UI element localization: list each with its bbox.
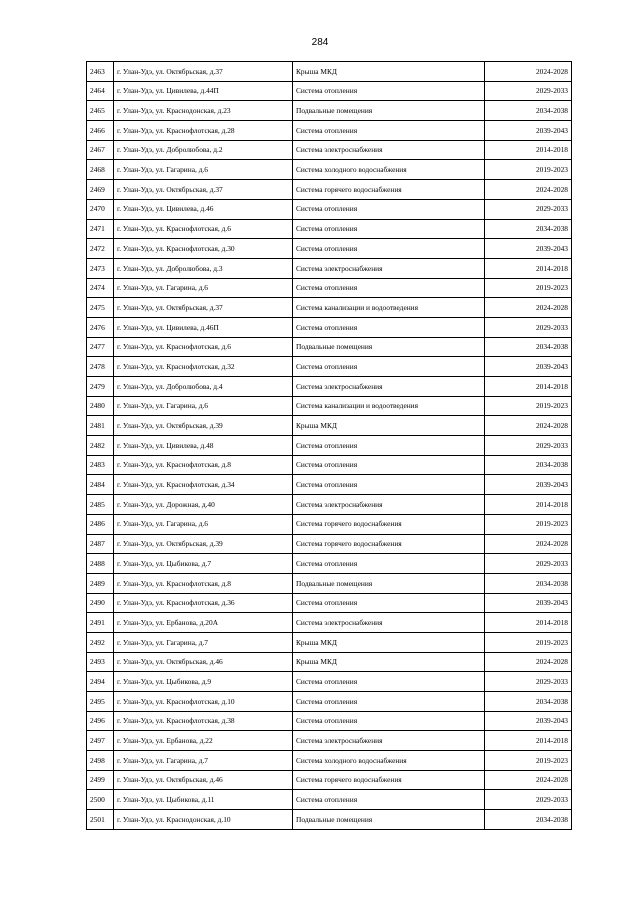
cell-system: Система отопления — [293, 455, 485, 475]
cell-system: Система электроснабжения — [293, 495, 485, 515]
cell-number: 2464 — [87, 81, 114, 101]
cell-address: г. Улан-Удэ, ул. Краснофлотская, д.30 — [114, 239, 293, 259]
cell-system: Система отопления — [293, 357, 485, 377]
cell-period: 2039-2043 — [485, 593, 572, 613]
cell-number: 2488 — [87, 554, 114, 574]
cell-period: 2039-2043 — [485, 239, 572, 259]
cell-system: Система горячего водоснабжения — [293, 770, 485, 790]
cell-address: г. Улан-Удэ, ул. Гагарина, д.7 — [114, 632, 293, 652]
cell-address: г. Улан-Удэ, ул. Краснофлотская, д.32 — [114, 357, 293, 377]
cell-period: 2019-2023 — [485, 751, 572, 771]
cell-period: 2019-2023 — [485, 278, 572, 298]
table-row — [87, 672, 572, 692]
cell-system: Подвальные помещения — [293, 101, 485, 121]
table-row — [87, 396, 572, 416]
cell-number: 2499 — [87, 770, 114, 790]
cell-system: Система отопления — [293, 692, 485, 712]
table-row — [87, 298, 572, 318]
cell-number: 2492 — [87, 632, 114, 652]
cell-system: Система отопления — [293, 790, 485, 810]
table-row — [87, 101, 572, 121]
table-row — [87, 436, 572, 456]
cell-period: 2034-2038 — [485, 337, 572, 357]
table-row — [87, 770, 572, 790]
cell-address: г. Улан-Удэ, ул. Гагарина, д.6 — [114, 396, 293, 416]
cell-system: Система отопления — [293, 121, 485, 141]
table-row — [87, 377, 572, 397]
table-row — [87, 180, 572, 200]
cell-system: Система электроснабжения — [293, 613, 485, 633]
table-row — [87, 711, 572, 731]
cell-address: г. Улан-Удэ, ул. Краснофлотская, д.6 — [114, 337, 293, 357]
cell-number: 2472 — [87, 239, 114, 259]
cell-address: г. Улан-Удэ, ул. Цыбикова, д.7 — [114, 554, 293, 574]
cell-number: 2491 — [87, 613, 114, 633]
cell-system: Система отопления — [293, 554, 485, 574]
cell-period: 2039-2043 — [485, 475, 572, 495]
cell-system: Система горячего водоснабжения — [293, 180, 485, 200]
cell-address: г. Улан-Удэ, ул. Краснофлотская, д.34 — [114, 475, 293, 495]
table-row — [87, 337, 572, 357]
cell-number: 2490 — [87, 593, 114, 613]
cell-system: Крыша МКД — [293, 632, 485, 652]
table-row — [87, 416, 572, 436]
cell-address: г. Улан-Удэ, ул. Цыбикова, д.11 — [114, 790, 293, 810]
cell-system: Система горячего водоснабжения — [293, 514, 485, 534]
cell-address: г. Улан-Удэ, ул. Гагарина, д.6 — [114, 514, 293, 534]
cell-address: г. Улан-Удэ, ул. Краснофлотская, д.8 — [114, 573, 293, 593]
cell-system: Система электроснабжения — [293, 377, 485, 397]
cell-address: г. Улан-Удэ, ул. Ербанова, д.22 — [114, 731, 293, 751]
cell-system: Система отопления — [293, 81, 485, 101]
table-row — [87, 160, 572, 180]
cell-system: Система горячего водоснабжения — [293, 534, 485, 554]
cell-address: г. Улан-Удэ, ул. Краснофлотская, д.36 — [114, 593, 293, 613]
cell-system: Подвальные помещения — [293, 337, 485, 357]
cell-number: 2469 — [87, 180, 114, 200]
cell-number: 2494 — [87, 672, 114, 692]
table-row — [87, 534, 572, 554]
cell-address: г. Улан-Удэ, ул. Краснофлотская, д.6 — [114, 219, 293, 239]
cell-period: 2019-2023 — [485, 514, 572, 534]
cell-system: Система отопления — [293, 317, 485, 337]
cell-number: 2465 — [87, 101, 114, 121]
cell-period: 2029-2033 — [485, 554, 572, 574]
cell-number: 2487 — [87, 534, 114, 554]
cell-address: г. Улан-Удэ, ул. Гагарина, д.6 — [114, 160, 293, 180]
cell-system: Система отопления — [293, 475, 485, 495]
table-row — [87, 810, 572, 830]
cell-number: 2483 — [87, 455, 114, 475]
cell-period: 2014-2018 — [485, 731, 572, 751]
table-row — [87, 652, 572, 672]
cell-system: Система отопления — [293, 593, 485, 613]
table-row — [87, 613, 572, 633]
cell-period: 2034-2038 — [485, 692, 572, 712]
cell-number: 2475 — [87, 298, 114, 318]
cell-number: 2463 — [87, 62, 114, 82]
cell-period: 2014-2018 — [485, 140, 572, 160]
cell-period: 2014-2018 — [485, 613, 572, 633]
cell-address: г. Улан-Удэ, ул. Гагарина, д.7 — [114, 751, 293, 771]
table-row — [87, 199, 572, 219]
table-row — [87, 632, 572, 652]
cell-address: г. Улан-Удэ, ул. Добролюбова, д.3 — [114, 258, 293, 278]
table-row — [87, 258, 572, 278]
cell-number: 2470 — [87, 199, 114, 219]
cell-system: Система канализации и водоотведения — [293, 298, 485, 318]
cell-address: г. Улан-Удэ, ул. Октябрьская, д.37 — [114, 180, 293, 200]
cell-number: 2478 — [87, 357, 114, 377]
table-row — [87, 317, 572, 337]
cell-period: 2039-2043 — [485, 121, 572, 141]
cell-address: г. Улан-Удэ, ул. Октябрьская, д.39 — [114, 416, 293, 436]
cell-period: 2029-2033 — [485, 199, 572, 219]
cell-address: г. Улан-Удэ, ул. Дорожная, д.40 — [114, 495, 293, 515]
cell-address: г. Улан-Удэ, ул. Гагарина, д.6 — [114, 278, 293, 298]
cell-number: 2476 — [87, 317, 114, 337]
cell-address: г. Улан-Удэ, ул. Добролюбова, д.4 — [114, 377, 293, 397]
table-row — [87, 554, 572, 574]
cell-period: 2034-2038 — [485, 810, 572, 830]
cell-number: 2480 — [87, 396, 114, 416]
cell-address: г. Улан-Удэ, ул. Краснодонская, д.10 — [114, 810, 293, 830]
cell-address: г. Улан-Удэ, ул. Цивилева, д.48 — [114, 436, 293, 456]
cell-period: 2029-2033 — [485, 81, 572, 101]
cell-system: Система канализации и водоотведения — [293, 396, 485, 416]
cell-number: 2467 — [87, 140, 114, 160]
table-row — [87, 278, 572, 298]
cell-system: Система отопления — [293, 672, 485, 692]
cell-period: 2039-2043 — [485, 357, 572, 377]
table-row — [87, 751, 572, 771]
cell-system: Крыша МКД — [293, 62, 485, 82]
cell-number: 2468 — [87, 160, 114, 180]
cell-system: Система холодного водоснабжения — [293, 160, 485, 180]
cell-period: 2024-2028 — [485, 298, 572, 318]
cell-system: Система отопления — [293, 239, 485, 259]
cell-address: г. Улан-Удэ, ул. Краснодонская, д.23 — [114, 101, 293, 121]
cell-period: 2014-2018 — [485, 495, 572, 515]
table-row — [87, 495, 572, 515]
cell-number: 2498 — [87, 751, 114, 771]
cell-address: г. Улан-Удэ, ул. Октябрьская, д.46 — [114, 652, 293, 672]
cell-address: г. Улан-Удэ, ул. Краснофлотская, д.28 — [114, 121, 293, 141]
table-row — [87, 731, 572, 751]
table-body — [87, 62, 572, 830]
cell-address: г. Улан-Удэ, ул. Октябрьская, д.37 — [114, 62, 293, 82]
cell-number: 2484 — [87, 475, 114, 495]
cell-address: г. Улан-Удэ, ул. Цивилева, д.46П — [114, 317, 293, 337]
cell-period: 2029-2033 — [485, 317, 572, 337]
cell-number: 2474 — [87, 278, 114, 298]
cell-period: 2019-2023 — [485, 396, 572, 416]
cell-system: Подвальные помещения — [293, 810, 485, 830]
cell-number: 2495 — [87, 692, 114, 712]
table-row — [87, 475, 572, 495]
table-row — [87, 455, 572, 475]
cell-system: Система электроснабжения — [293, 731, 485, 751]
cell-number: 2471 — [87, 219, 114, 239]
table-row — [87, 81, 572, 101]
cell-address: г. Улан-Удэ, ул. Октябрьская, д.39 — [114, 534, 293, 554]
table-row — [87, 573, 572, 593]
table-row — [87, 790, 572, 810]
table-row — [87, 62, 572, 82]
cell-system: Система отопления — [293, 711, 485, 731]
table-row — [87, 239, 572, 259]
cell-period: 2019-2023 — [485, 632, 572, 652]
cell-address: г. Улан-Удэ, ул. Краснофлотская, д.38 — [114, 711, 293, 731]
cell-address: г. Улан-Удэ, ул. Добролюбова, д.2 — [114, 140, 293, 160]
cell-address: г. Улан-Удэ, ул. Краснофлотская, д.10 — [114, 692, 293, 712]
cell-address: г. Улан-Удэ, ул. Цивилева, д.44П — [114, 81, 293, 101]
cell-number: 2489 — [87, 573, 114, 593]
cell-number: 2479 — [87, 377, 114, 397]
cell-number: 2501 — [87, 810, 114, 830]
cell-period: 2024-2028 — [485, 180, 572, 200]
cell-period: 2024-2028 — [485, 62, 572, 82]
cell-period: 2019-2023 — [485, 160, 572, 180]
cell-period: 2024-2028 — [485, 534, 572, 554]
page-number: 284 — [311, 37, 329, 48]
cell-number: 2493 — [87, 652, 114, 672]
cell-period: 2029-2033 — [485, 790, 572, 810]
cell-period: 2034-2038 — [485, 219, 572, 239]
cell-period: 2029-2033 — [485, 672, 572, 692]
cell-period: 2014-2018 — [485, 258, 572, 278]
cell-number: 2482 — [87, 436, 114, 456]
cell-period: 2029-2033 — [485, 436, 572, 456]
cell-system: Система отопления — [293, 436, 485, 456]
cell-number: 2496 — [87, 711, 114, 731]
table-row — [87, 219, 572, 239]
table-row — [87, 593, 572, 613]
cell-number: 2500 — [87, 790, 114, 810]
cell-system: Система отопления — [293, 199, 485, 219]
cell-number: 2486 — [87, 514, 114, 534]
table-row — [87, 692, 572, 712]
cell-period: 2024-2028 — [485, 416, 572, 436]
cell-period: 2034-2038 — [485, 573, 572, 593]
cell-number: 2473 — [87, 258, 114, 278]
cell-number: 2466 — [87, 121, 114, 141]
table-row — [87, 357, 572, 377]
cell-address: г. Улан-Удэ, ул. Цивилева, д.46 — [114, 199, 293, 219]
cell-address: г. Улан-Удэ, ул. Ербанова, д.20А — [114, 613, 293, 633]
cell-number: 2497 — [87, 731, 114, 751]
cell-period: 2024-2028 — [485, 652, 572, 672]
cell-address: г. Улан-Удэ, ул. Цыбикова, д.9 — [114, 672, 293, 692]
cell-period: 2014-2018 — [485, 377, 572, 397]
cell-system: Система электроснабжения — [293, 258, 485, 278]
repair-schedule-table — [86, 61, 572, 830]
cell-number: 2481 — [87, 416, 114, 436]
cell-number: 2485 — [87, 495, 114, 515]
cell-address: г. Улан-Удэ, ул. Краснофлотская, д.8 — [114, 455, 293, 475]
cell-system: Система отопления — [293, 219, 485, 239]
cell-period: 2024-2028 — [485, 770, 572, 790]
cell-period: 2034-2038 — [485, 455, 572, 475]
cell-system: Подвальные помещения — [293, 573, 485, 593]
cell-system: Система электроснабжения — [293, 140, 485, 160]
cell-period: 2039-2043 — [485, 711, 572, 731]
cell-system: Крыша МКД — [293, 416, 485, 436]
table-row — [87, 140, 572, 160]
cell-address: г. Улан-Удэ, ул. Октябрьская, д.37 — [114, 298, 293, 318]
table-row — [87, 514, 572, 534]
cell-address: г. Улан-Удэ, ул. Октябрьская, д.46 — [114, 770, 293, 790]
table-row — [87, 121, 572, 141]
cell-system: Крыша МКД — [293, 652, 485, 672]
cell-number: 2477 — [87, 337, 114, 357]
cell-system: Система отопления — [293, 278, 485, 298]
cell-system: Система холодного водоснабжения — [293, 751, 485, 771]
cell-period: 2034-2038 — [485, 101, 572, 121]
